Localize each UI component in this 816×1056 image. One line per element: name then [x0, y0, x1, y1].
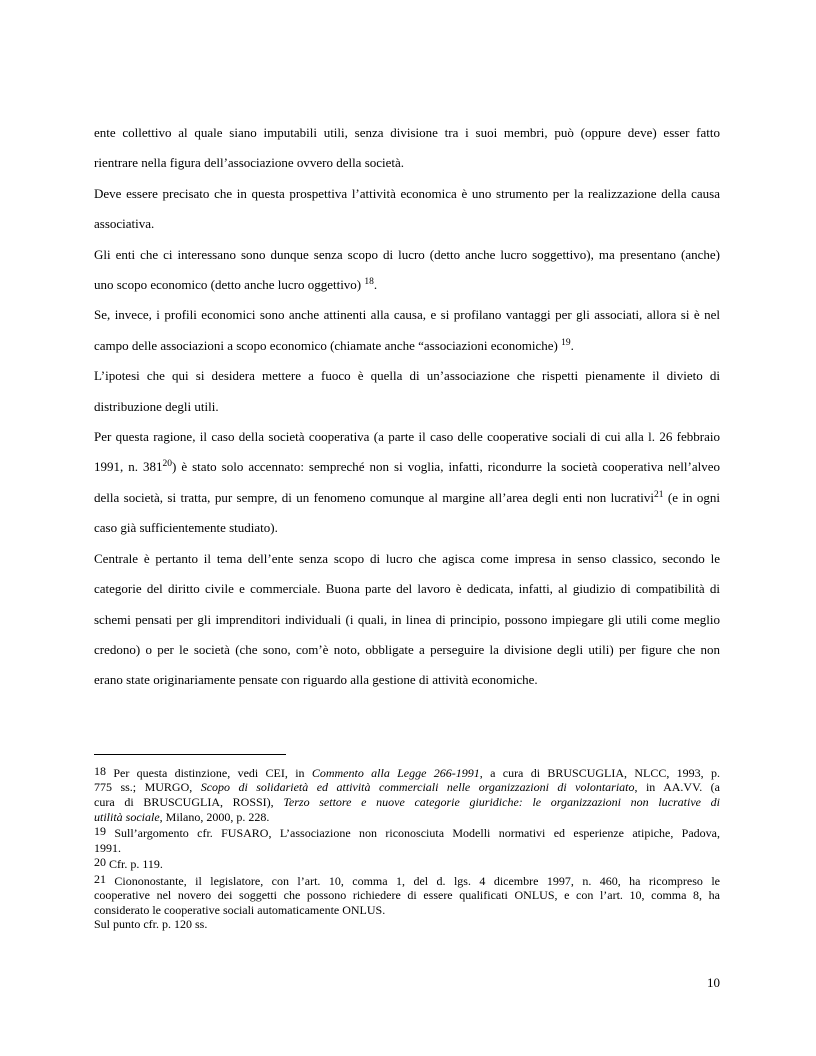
- text-line: [94, 331, 720, 361]
- text-fragment: , in AA.VV. (a: [634, 780, 720, 795]
- body-text: [94, 118, 720, 696]
- text-fragment: Ciononostante, il legislatore, con l’art. 10, comma 1, del d. lgs. 4 dicembre 1997, n. 460, ha ricompreso le: [106, 873, 720, 888]
- italic-title: Terzo settore e nuove categorie giuridiche: le organizzazioni non lucrative di: [283, 794, 721, 809]
- text-line: Deve essere precisato che in questa prospettiva l’attività economica è uno strumento per la realizzazione della causa: [94, 185, 720, 201]
- text-fragment: Sull’argomento cfr. FUSARO, L’associazione non riconosciuta Modelli normativi ed esperienze atipiche, Padova,: [106, 825, 720, 840]
- text-line: [94, 764, 720, 780]
- text-fragment: .: [373, 277, 378, 293]
- page-number: 10: [707, 975, 720, 990]
- footnote-ref-18[interactable]: 18: [364, 276, 374, 287]
- footnote-separator: [94, 754, 286, 755]
- text-line: Centrale è pertanto il tema dell’ente senza scopo di lucro che agisca come impresa in senso classico, secondo le: [94, 550, 720, 566]
- text-line: [94, 824, 720, 840]
- text-fragment: 1991, n. 381: [94, 459, 163, 475]
- text-line: 1991.: [94, 840, 121, 855]
- text-fragment: .: [570, 337, 574, 353]
- text-line: schemi pensati per gli imprenditori individuali (i quali, in linea di principio, possono impiegare gli utili come meglio: [94, 611, 720, 627]
- footnote-ref-20[interactable]: 20: [162, 459, 173, 470]
- text-line: [94, 780, 720, 795]
- footnotes: [94, 764, 720, 932]
- text-fragment: campo delle associazioni a scopo economico (chiamate anche “associazioni economiche): [94, 337, 562, 353]
- text-fragment: (e in ogni: [663, 489, 721, 505]
- text-line: [94, 855, 720, 871]
- text-line: [94, 795, 720, 810]
- text-line: Sul punto cfr. p. 120 ss.: [94, 917, 208, 932]
- text-line: Per questa ragione, il caso della società cooperativa (a parte il caso delle cooperative sociali di cui alla l. 26 febbraio: [94, 429, 720, 445]
- footnote-mark: 19: [94, 824, 106, 839]
- text-fragment: ) è stato solo accennato: sempreché non si voglia, infatti, ricondurre la società cooperativa nell’alveo: [172, 459, 720, 475]
- paragraph-4: [94, 300, 720, 361]
- text-line: [94, 810, 720, 825]
- paragraph-7: [94, 544, 720, 696]
- text-fragment: uno scopo economico (detto anche lucro oggettivo): [94, 277, 365, 293]
- footnote-mark: 20: [94, 855, 106, 870]
- text-line: associativa.: [94, 216, 155, 232]
- text-line: Se, invece, i profili economici sono anche attinenti alla causa, e si profilano vantaggi per gli associati, allora si è nel: [94, 307, 720, 323]
- paragraph-2: [94, 179, 720, 240]
- text-fragment: , Milano, 2000, p. 228.: [159, 809, 270, 824]
- text-fragment: , a cura di BRUSCUGLIA, NLCC, 1993, p.: [479, 765, 720, 780]
- text-line: erano state originariamente pensate con riguardo alla gestione di attività economiche.: [94, 672, 538, 688]
- text-line: ente collettivo al quale siano imputabili utili, senza divisione tra i suoi membri, può (oppure deve) esser fatto: [94, 125, 720, 140]
- text-line: considerato le cooperative sociali automaticamente ONLUS.: [94, 902, 386, 917]
- paragraph-5: [94, 361, 720, 422]
- footnote-ref-19[interactable]: 19: [561, 337, 571, 348]
- text-fragment: della società, si tratta, pur sempre, di un fenomeno comunque al margine all’area degli enti non lucrativi: [94, 489, 654, 505]
- paragraph-1: [94, 118, 720, 179]
- paragraph-6: [94, 422, 720, 544]
- text-line: cooperative nel novero dei soggetti che possono richiedere di essere qualificati ONLUS, e con l’art. 10, comma 8, ha: [94, 887, 720, 902]
- text-fragment: Per questa distinzione, vedi CEI, in: [106, 765, 312, 780]
- text-line: [94, 270, 720, 300]
- footnote-mark: 18: [94, 764, 106, 778]
- footnote-20: [94, 855, 720, 871]
- text-line: distribuzione degli utili.: [94, 398, 219, 414]
- footnote-18: [94, 764, 720, 824]
- text-fragment: cura di BRUSCUGLIA, ROSSI),: [94, 794, 284, 809]
- footnote-21: [94, 872, 720, 932]
- text-line: [94, 483, 720, 513]
- text-line: credono) o per le società (che sono, com’è noto, obbligate a perseguire la divisione degli utili) per figure che non: [94, 641, 720, 657]
- footnote-mark: 21: [94, 871, 106, 886]
- text-fragment: 775 ss.; MURGO,: [94, 780, 201, 795]
- text-line: L’ipotesi che qui si desidera mettere a fuoco è quella di un’associazione che rispetti pienamente il divieto di: [94, 368, 720, 384]
- text-line: categorie del diritto civile e commerciale. Buona parte del lavoro è dedicata, infatti, al giudizio di compatibilità di: [94, 581, 720, 597]
- paragraph-3: [94, 240, 720, 301]
- text-line: caso già sufficientemente studiato).: [94, 520, 278, 536]
- footnote-19: [94, 824, 720, 855]
- text-line: [94, 452, 720, 482]
- text-line: rientrare nella figura dell’associazione ovvero della società.: [94, 155, 405, 171]
- text-fragment: Cfr. p. 119.: [106, 856, 163, 871]
- italic-title: Commento alla Legge 266-1991: [311, 765, 480, 780]
- footnote-ref-21[interactable]: 21: [653, 489, 664, 500]
- text-line: [94, 872, 720, 888]
- italic-title: Scopo di solidarietà ed attività commerciali nelle organizzazioni di volontariato: [200, 780, 635, 795]
- text-line: Gli enti che ci interessano sono dunque senza scopo di lucro (detto anche lucro soggettivo), ma presentano (anche): [94, 246, 720, 262]
- italic-title: utilità sociale: [94, 809, 160, 824]
